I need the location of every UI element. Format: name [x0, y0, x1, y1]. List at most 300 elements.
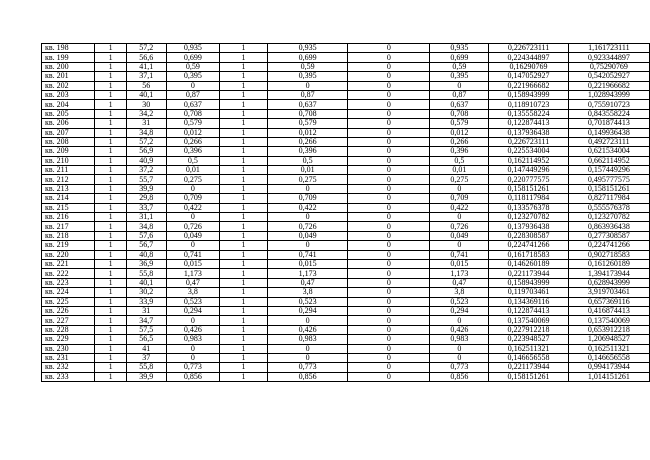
table-cell: 0,133576378	[489, 203, 568, 212]
table-cell: 1	[220, 213, 268, 222]
apartment-cell: кв. 223	[42, 278, 95, 287]
apartment-cell: кв. 220	[42, 250, 95, 259]
table-cell: 56	[126, 81, 166, 90]
table-cell: 1	[220, 288, 268, 297]
table-cell: 3,8	[267, 288, 348, 297]
table-row	[42, 269, 650, 278]
apartment-cell: кв. 227	[42, 316, 95, 325]
table-cell: 0	[166, 184, 220, 193]
table-cell: 0,5	[430, 156, 489, 165]
table-cell: 0	[348, 203, 430, 212]
apartment-cell: кв. 232	[42, 363, 95, 372]
table-cell: 0,699	[166, 53, 220, 62]
table-cell: 0	[430, 316, 489, 325]
table-cell: 33,9	[126, 297, 166, 306]
table-cell: 40,1	[126, 278, 166, 287]
table-cell: 1	[220, 344, 268, 353]
apartment-cell: кв. 210	[42, 156, 95, 165]
table-cell: 3,8	[166, 288, 220, 297]
table-cell: 0	[348, 81, 430, 90]
table-row	[42, 128, 650, 137]
table-cell: 0,162511321	[489, 344, 568, 353]
table-cell: 0	[348, 119, 430, 128]
table-row	[42, 259, 650, 268]
table-row	[42, 81, 650, 90]
table-cell: 0	[267, 213, 348, 222]
table-cell: 0,422	[166, 203, 220, 212]
table-cell: 0	[348, 316, 430, 325]
table-cell: 0,555576378	[568, 203, 649, 212]
table-cell: 31	[126, 119, 166, 128]
table-cell: 1	[95, 288, 127, 297]
table-cell: 0	[430, 184, 489, 193]
table-cell: 0,147449296	[489, 166, 568, 175]
table-cell: 0,396	[267, 147, 348, 156]
table-cell: 0,726	[267, 222, 348, 231]
table-cell: 1	[220, 241, 268, 250]
table-cell: 0,755910723	[568, 100, 649, 109]
table-cell: 0,275	[430, 175, 489, 184]
apartment-cell: кв. 222	[42, 269, 95, 278]
table-cell: 0	[166, 344, 220, 353]
table-row	[42, 100, 650, 109]
table-cell: 1	[95, 344, 127, 353]
table-cell: 1	[220, 44, 268, 53]
table-cell: 0,224741266	[489, 241, 568, 250]
table-cell: 1	[95, 306, 127, 315]
table-cell: 0,012	[430, 128, 489, 137]
table-cell: 0	[430, 241, 489, 250]
apartment-cell: кв. 213	[42, 184, 95, 193]
table-cell: 0,395	[430, 72, 489, 81]
table-cell: 1	[95, 278, 127, 287]
table-cell: 0	[267, 81, 348, 90]
table-row	[42, 344, 650, 353]
apartment-cell: кв. 208	[42, 137, 95, 146]
table-cell: 1	[95, 128, 127, 137]
table-cell: 31,1	[126, 213, 166, 222]
table-cell: 39,9	[126, 184, 166, 193]
table-cell: 0,579	[430, 119, 489, 128]
table-cell: 1	[95, 269, 127, 278]
table-cell: 0,637	[166, 100, 220, 109]
table-cell: 34,2	[126, 109, 166, 118]
apartment-cell: кв. 219	[42, 241, 95, 250]
table-cell: 0	[348, 269, 430, 278]
table-cell: 0	[348, 335, 430, 344]
table-cell: 1	[220, 231, 268, 240]
table-cell: 0,137540069	[568, 316, 649, 325]
table-cell: 0,012	[166, 128, 220, 137]
table-cell: 0	[348, 137, 430, 146]
table-cell: 1,028943999	[568, 90, 649, 99]
table-cell: 0,147052927	[489, 72, 568, 81]
apartment-cell: кв. 231	[42, 353, 95, 362]
table-cell: 1	[95, 119, 127, 128]
table-row	[42, 72, 650, 81]
table-cell: 0	[348, 288, 430, 297]
apartment-cell: кв. 203	[42, 90, 95, 99]
apartment-cell: кв. 202	[42, 81, 95, 90]
table-cell: 0	[348, 297, 430, 306]
table-cell: 0	[348, 44, 430, 53]
table-cell: 0,87	[430, 90, 489, 99]
table-cell: 1	[95, 44, 127, 53]
table-cell: 0,134369116	[489, 297, 568, 306]
table-cell: 33,7	[126, 203, 166, 212]
table-cell: 0	[348, 353, 430, 362]
apartment-cell: кв. 200	[42, 62, 95, 71]
table-cell: 0,935	[166, 44, 220, 53]
table-cell: 1	[220, 194, 268, 203]
table-cell: 1	[220, 109, 268, 118]
table-cell: 0,01	[430, 166, 489, 175]
table-cell: 0,87	[166, 90, 220, 99]
table-cell: 1,173	[430, 269, 489, 278]
table-cell: 0,158943999	[489, 90, 568, 99]
table-cell: 0,220777575	[489, 175, 568, 184]
table-cell: 0	[348, 175, 430, 184]
table-cell: 1	[220, 297, 268, 306]
table-cell: 0,935	[430, 44, 489, 53]
table-row	[42, 44, 650, 53]
table-cell: 1	[95, 325, 127, 334]
table-cell: 1	[220, 175, 268, 184]
table-cell: 0,225534004	[489, 147, 568, 156]
table-cell: 1	[95, 316, 127, 325]
table-cell: 0,137936438	[489, 222, 568, 231]
table-cell: 1	[95, 72, 127, 81]
table-row	[42, 372, 650, 381]
table-cell: 0	[348, 259, 430, 268]
table-cell: 0,726	[430, 222, 489, 231]
table-cell: 0,657369116	[568, 297, 649, 306]
table-cell: 1	[95, 156, 127, 165]
table-cell: 0,523	[430, 297, 489, 306]
apartment-cell: кв. 233	[42, 372, 95, 381]
table-cell: 0	[348, 372, 430, 381]
table-cell: 0,523	[267, 297, 348, 306]
table-cell: 0,161718583	[489, 250, 568, 259]
table-cell: 56,9	[126, 147, 166, 156]
table-cell: 0,422	[430, 203, 489, 212]
table-cell: 1	[95, 194, 127, 203]
table-cell: 1	[220, 90, 268, 99]
table-cell: 0,162511321	[568, 344, 649, 353]
table-cell: 0	[348, 90, 430, 99]
table-cell: 0,935	[267, 44, 348, 53]
table-cell: 41	[126, 344, 166, 353]
table-cell: 1	[220, 325, 268, 334]
data-table	[41, 43, 650, 382]
table-cell: 0,75290769	[568, 62, 649, 71]
table-cell: 57,2	[126, 137, 166, 146]
table-cell: 0,396	[430, 147, 489, 156]
table-cell: 1	[220, 278, 268, 287]
table-cell: 1	[220, 203, 268, 212]
apartment-cell: кв. 215	[42, 203, 95, 212]
table-cell: 0,47	[166, 278, 220, 287]
table-row	[42, 147, 650, 156]
table-cell: 0,158151261	[489, 184, 568, 193]
apartment-cell: кв. 228	[42, 325, 95, 334]
apartment-cell: кв. 216	[42, 213, 95, 222]
apartment-cell: кв. 230	[42, 344, 95, 353]
table-cell: 0,699	[430, 53, 489, 62]
table-cell: 0,47	[430, 278, 489, 287]
table-cell: 34,8	[126, 222, 166, 231]
table-cell: 0,221966682	[489, 81, 568, 90]
table-cell: 0,16290769	[489, 62, 568, 71]
table-cell: 0,422	[267, 203, 348, 212]
table-cell: 0,118910723	[489, 100, 568, 109]
table-row	[42, 297, 650, 306]
table-cell: 1	[95, 213, 127, 222]
table-cell: 0	[348, 344, 430, 353]
table-cell: 0,426	[267, 325, 348, 334]
table-cell: 0	[348, 72, 430, 81]
table-cell: 0	[348, 166, 430, 175]
table-cell: 0,294	[166, 306, 220, 315]
table-cell: 0	[348, 194, 430, 203]
table-cell: 56,6	[126, 53, 166, 62]
table-cell: 0,741	[430, 250, 489, 259]
table-cell: 41,1	[126, 62, 166, 71]
table-cell: 39,9	[126, 372, 166, 381]
table-cell: 1,206948527	[568, 335, 649, 344]
table-cell: 0,012	[267, 128, 348, 137]
table-row	[42, 250, 650, 259]
table-cell: 1	[220, 184, 268, 193]
table-cell: 1	[95, 372, 127, 381]
table-cell: 0	[348, 213, 430, 222]
table-cell: 1	[220, 119, 268, 128]
table-row	[42, 137, 650, 146]
table-cell: 1	[220, 316, 268, 325]
table-cell: 0,983	[267, 335, 348, 344]
table-cell: 0,122874413	[489, 119, 568, 128]
table-cell: 0,228308587	[489, 231, 568, 240]
table-row	[42, 316, 650, 325]
table-row	[42, 119, 650, 128]
table-cell: 0,395	[267, 72, 348, 81]
table-cell: 0,275	[267, 175, 348, 184]
table-cell: 55,8	[126, 269, 166, 278]
table-row	[42, 363, 650, 372]
table-cell: 1	[95, 363, 127, 372]
table-cell: 0,137936438	[489, 128, 568, 137]
table-cell: 0,416874413	[568, 306, 649, 315]
table-cell: 0,628943999	[568, 278, 649, 287]
table-cell: 0,773	[430, 363, 489, 372]
table-cell: 0,653912218	[568, 325, 649, 334]
table-cell: 1	[95, 62, 127, 71]
table-cell: 1,394173944	[568, 269, 649, 278]
table-cell: 0,708	[267, 109, 348, 118]
table-cell: 0,119703461	[489, 288, 568, 297]
table-cell: 55,7	[126, 175, 166, 184]
table-cell: 40,1	[126, 90, 166, 99]
table-cell: 0	[267, 241, 348, 250]
table-cell: 0,275	[166, 175, 220, 184]
apartment-cell: кв. 201	[42, 72, 95, 81]
table-cell: 1	[95, 81, 127, 90]
table-cell: 1	[95, 335, 127, 344]
table-cell: 0,158943999	[489, 278, 568, 287]
table-row	[42, 109, 650, 118]
table-cell: 0	[348, 278, 430, 287]
table-cell: 1	[220, 128, 268, 137]
table-row	[42, 203, 650, 212]
table-cell: 1	[220, 259, 268, 268]
table-cell: 1	[220, 62, 268, 71]
table-row	[42, 90, 650, 99]
table-cell: 0,701874413	[568, 119, 649, 128]
table-cell: 0,224741266	[568, 241, 649, 250]
table-cell: 0,015	[430, 259, 489, 268]
apartment-cell: кв. 211	[42, 166, 95, 175]
apartment-cell: кв. 214	[42, 194, 95, 203]
table-cell: 0,662114952	[568, 156, 649, 165]
apartment-cell: кв. 207	[42, 128, 95, 137]
table-cell: 0,902718583	[568, 250, 649, 259]
table-cell: 0,59	[430, 62, 489, 71]
table-cell: 57,5	[126, 325, 166, 334]
table-cell: 1	[95, 53, 127, 62]
table-cell: 0,863936438	[568, 222, 649, 231]
table-cell: 0,395	[166, 72, 220, 81]
table-cell: 0,856	[267, 372, 348, 381]
table-cell: 0	[348, 184, 430, 193]
table-cell: 0,579	[166, 119, 220, 128]
table-cell: 0,226723111	[489, 137, 568, 146]
table-cell: 0,123270782	[568, 213, 649, 222]
table-cell: 0,146656558	[568, 353, 649, 362]
table-cell: 1	[95, 259, 127, 268]
table-cell: 1	[95, 250, 127, 259]
table-cell: 1	[95, 222, 127, 231]
apartment-cell: кв. 212	[42, 175, 95, 184]
table-cell: 0,994173944	[568, 363, 649, 372]
table-cell: 0	[348, 363, 430, 372]
table-cell: 1	[220, 269, 268, 278]
table-cell: 0	[348, 306, 430, 315]
table-cell: 37	[126, 353, 166, 362]
table-cell: 56,5	[126, 335, 166, 344]
table-row	[42, 241, 650, 250]
table-cell: 0,709	[430, 194, 489, 203]
table-cell: 1	[220, 335, 268, 344]
table-body	[42, 44, 650, 382]
table-cell: 0,87	[267, 90, 348, 99]
table-cell: 0,294	[430, 306, 489, 315]
table-cell: 40,9	[126, 156, 166, 165]
table-row	[42, 213, 650, 222]
table-cell: 0,726	[166, 222, 220, 231]
table-cell: 0	[348, 53, 430, 62]
table-row	[42, 325, 650, 334]
table-cell: 0,049	[267, 231, 348, 240]
table-cell: 0,118117984	[489, 194, 568, 203]
table-cell: 0,637	[267, 100, 348, 109]
table-cell: 1	[220, 147, 268, 156]
table-cell: 34,7	[126, 316, 166, 325]
table-cell: 1	[220, 306, 268, 315]
table-cell: 0,146656558	[489, 353, 568, 362]
table-cell: 0,146260189	[489, 259, 568, 268]
table-cell: 0,221173944	[489, 363, 568, 372]
table-cell: 0,773	[267, 363, 348, 372]
table-cell: 1,173	[267, 269, 348, 278]
table-row	[42, 231, 650, 240]
table-row	[42, 62, 650, 71]
table-cell: 34,8	[126, 128, 166, 137]
table-cell: 0	[430, 353, 489, 362]
table-row	[42, 166, 650, 175]
apartment-cell: кв. 206	[42, 119, 95, 128]
table-cell: 1	[95, 241, 127, 250]
table-cell: 1	[95, 184, 127, 193]
table-cell: 0,856	[166, 372, 220, 381]
table-cell: 1	[220, 156, 268, 165]
table-cell: 30	[126, 100, 166, 109]
table-cell: 1	[220, 72, 268, 81]
table-cell: 0	[430, 213, 489, 222]
table-cell: 37,1	[126, 72, 166, 81]
table-cell: 0,266	[166, 137, 220, 146]
table-cell: 0	[348, 250, 430, 259]
table-cell: 0,579	[267, 119, 348, 128]
table-cell: 3,8	[430, 288, 489, 297]
table-cell: 0,123270782	[489, 213, 568, 222]
apartment-cell: кв. 224	[42, 288, 95, 297]
table-cell: 0,224344897	[489, 53, 568, 62]
table-row	[42, 156, 650, 165]
apartment-cell: кв. 221	[42, 259, 95, 268]
table-cell: 0,426	[430, 325, 489, 334]
table-cell: 0,158151261	[568, 184, 649, 193]
table-row	[42, 194, 650, 203]
table-cell: 1	[95, 100, 127, 109]
table-row	[42, 335, 650, 344]
table-cell: 0,59	[166, 62, 220, 71]
table-cell: 1	[220, 81, 268, 90]
table-cell: 0	[267, 353, 348, 362]
table-cell: 1	[95, 137, 127, 146]
table-cell: 0,773	[166, 363, 220, 372]
table-cell: 0,426	[166, 325, 220, 334]
table-cell: 40,8	[126, 250, 166, 259]
table-cell: 0,983	[166, 335, 220, 344]
table-cell: 1	[95, 166, 127, 175]
table-cell: 0,523	[166, 297, 220, 306]
table-cell: 1	[95, 297, 127, 306]
table-cell: 0,741	[267, 250, 348, 259]
table-cell: 1	[220, 250, 268, 259]
table-row	[42, 278, 650, 287]
table-cell: 30,2	[126, 288, 166, 297]
table-cell: 0,266	[267, 137, 348, 146]
table-cell: 57,2	[126, 44, 166, 53]
table-cell: 31	[126, 306, 166, 315]
table-cell: 1,161723111	[568, 44, 649, 53]
apartment-cell: кв. 217	[42, 222, 95, 231]
apartment-cell: кв. 204	[42, 100, 95, 109]
table-cell: 1	[220, 363, 268, 372]
apartment-cell: кв. 209	[42, 147, 95, 156]
table-cell: 0,226723111	[489, 44, 568, 53]
table-cell: 57,6	[126, 231, 166, 240]
